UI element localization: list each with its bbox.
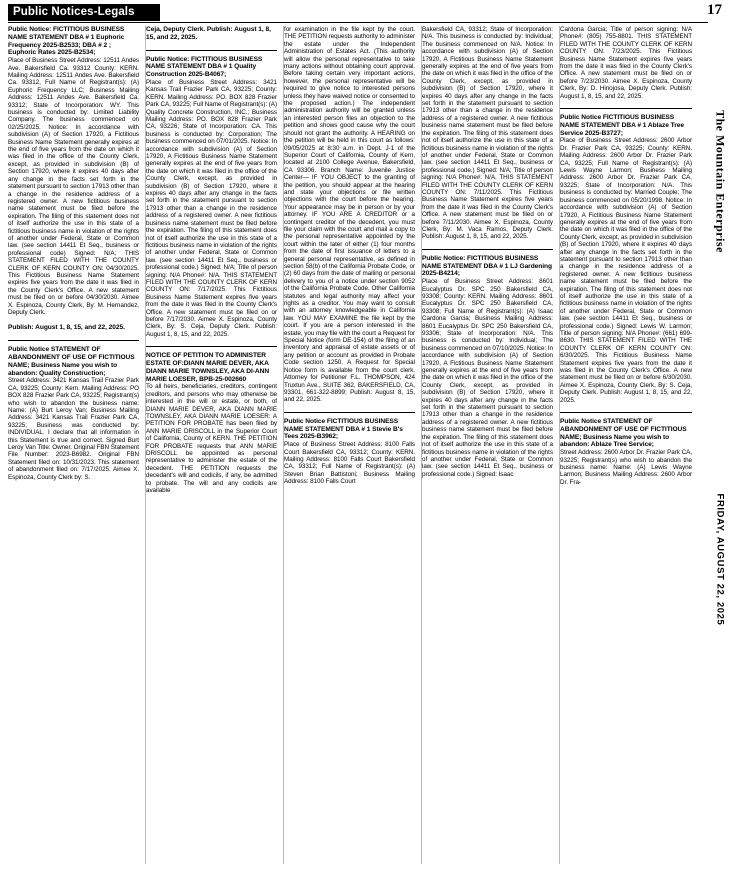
notice-columns <box>8 26 700 864</box>
notice-headline: Public Notice FICTITIOUS BUSINESS NAME STATEMENT DBA # 1 Stevie B's Tees 2025-B3962; <box>284 417 403 441</box>
notice-body: Bakersfield CA, 93312; State of Incorporation: N/A. This business is conducted by: Individual; The business commenced on N/A. Notice: In accordance with subdivision (A) of Section 17920, A Fictitious Business Name Statement generally expires at the end of five years from the date on which it was filed in the office of the County Clerk, except, as provided in subdivision (B) of Section 17920, where it expires 40 days after any change in the facts set forth in the statement pursuant to section 17913 other than a change in the residence address of a registered owner. A new fictitious business name statement must be filed before the expiration. The filing of this statement does not of itself authorize the use in this state of a fictitious business name in violation of the rights of another under Federal, State or Common law. (see section 14411 Et Seq., business or professional code.) Signed: N/A; Title of person signing: N/A Phone#: N/A. THIS STATEMENT FILED WITH THE COUNTY CLERK OF KERN COUNTY ON: 7/11/2025. This Fictitious Business Name Statement expires five years from the date it was filed in the County Clerk's Office. A new statement must be filed on or before 7/11/2030. Aimee X. Espinoza, County Clerk, By: M. Vaca Ramos, Deputy Clerk. Publish: August 1, 8, 15, and 22, 2025. <box>422 26 553 241</box>
notice-ad <box>8 346 139 481</box>
column-5 <box>560 26 698 864</box>
notice-body: To all heirs, beneficiaries, creditors, contingent creditors, and persons who may otherwise be interested in the will or estate, or both, of DIANN MARIE DEVER, AKA DIANN MARIE TOWNSLEY, AKA DIANN MARIE LOESER: A PETITION FOR PROBATE has been filed by ANN MARIE DRISCOLL in the Superior Court of California, County of KERN. THE PETITION FOR PROBATE requests that ANN MARIE DRISCOLL be appointed as personal representative to administer the estate of the decedent. THE PETITION requests the decedant's will and codicils, if any, be admitted to probate. The will and any codicils are available <box>146 383 277 495</box>
notice-ad <box>284 26 415 404</box>
header-divider <box>8 22 708 23</box>
notice-ad <box>422 26 553 241</box>
column-3 <box>284 26 422 864</box>
publication-date: FRIDAY, AUGUST 22, 2025 <box>714 493 726 626</box>
notice-headline: Publish: August 1, 8, 15, and 22, 2025. <box>8 324 125 332</box>
notice-body: Street Address: 2600 Arbor Dr. Frazier Park CA, 93225; Registrant(s) who wish to abandon the business name: Name: (A) Lewis Wayne Larmon; Business Mailing Address: 2600 Arbor Dr. Fra- <box>560 449 692 486</box>
column-1 <box>8 26 146 864</box>
notice-headline: Public Notice: FICTITIOUS BUSINESS NAME STATEMENT DBA # 1 Euphoric Frequency 2025-B2533; DBA # 2 ; Euphoric Rates 2025-B2534; <box>8 26 125 57</box>
notice-headline: Public Notice STATEMENT OF ABANDONMENT OF USE OF FICTITIOUS NAME; Business Name you wish to abandon: Ablaze Tree Service; <box>560 418 687 449</box>
ad-divider <box>8 340 139 341</box>
notice-ad <box>146 26 277 42</box>
notice-headline: Ceja, Deputy Clerk. Publish: August 1, 8, 15, and 22, 2025. <box>146 26 271 41</box>
ad-divider <box>560 412 692 413</box>
section-masthead: Public Notices-Legals <box>8 4 160 21</box>
notice-headline: Public Notice: FICTITIOUS BUSINESS NAME STATEMENT DBA # 1 LJ Gardening 2025-B4214; <box>422 254 553 278</box>
ad-divider <box>284 412 415 413</box>
column-4 <box>422 26 560 864</box>
notice-ad <box>560 418 692 486</box>
column-2 <box>146 26 284 864</box>
notice-body: Street Address: 3421 Kansas Trail Frazier Park CA, 93225; County: Kern. Mailing Address: PO BOX 828 Frazier Park CA, 93225; Registrant(s) who wish to abandon the business name: Name: (A) Burt Leroy Van; Business Mailing Address: 3421 Kansas Trail Frazier Park CA, 93225; Business was conducted by: INDIVIDUAL. I declare that all information in this Statement is true and correct. Signed Burt Leroy Van Title: Owner. Original FBN Statement File Number: 2023-B6982. Original FBN Statement filed on: 10/31/2023. This statement of abandonment filed on: 7/17/2025. Aimee X. Espinoza, County Clerk by: S. <box>8 377 139 481</box>
notice-body: Place of Business Street Address: 2600 Arbor Dr. Frazier Park CA, 93225; County: KERN. Mailing Address: 2600 Arbor Dr. Frazier Park CA, 93225; Full Name of Registrant(s): (A) Lewis Wayne Larmon; Business Mailing Address: 2600 Arbor Dr. Frazier Park CA, 93225; State of Incorporation: N/A. This business is conducted by: Married Couple; The business commenced on 05/20/1998. Notice: In accordance with subdivision (A) of Section 17920, A Fictitious Business Name Statement generally expires at the end of five years from the date on which it was filed in the office of the County Clerk, except, as provided in subdivision (B) of Section 17920, where it expires 40 days after any change in the facts set forth in the statement pursuant to section 17913 other than a change in the residence address of a registered owner. A new fictitious business name statement must be filed before the expiration. The filing of this statement does not of itself authorize the use in this state of a fictitious business name in violation of the rights of another under Federal, State or Common law. (see section 14411 Et Seq., business or professional code.) Signed: Lewis W. Larmon; Title of person signing: N/A Phone#: (661) 699-8630. THIS STATEMENT FILED WITH THE COUNTY CLERK OF KERN COUNTY ON: 6/30/2025. This Fictitious Business Name Statement expires five years from the date it was filed in the County Clerk's Office. A new statement must be filed on or before 6/30/2030. Aimee X. Espinoza, County Clerk, By: S. Ceja, Deputy Clerk. Publish: August 1, 8, 15, and 22, 2025. <box>560 137 692 404</box>
notice-body: Place of Business Street Address: 8100 Falls Court Bakersfield CA, 93312; County: KERN. Mailing Address: 8100 Falls Court Bakersfield CA, 93312; Full Name of Registrant(s): (A) Steven Brian Battistoni; Business Mailing Address: 8100 Falls Court <box>284 441 415 486</box>
page-number: 17 <box>707 2 722 18</box>
notice-headline: NOTICE OF PETITION TO ADMINISTER ESTATE OF:DIANN MARIE DEVER, AKA DIANN MARIE TOWNSLEY, AKA DI-ANN MARIE LOESER, BPB-25-002660 <box>146 352 270 383</box>
notice-ad <box>284 418 415 486</box>
notice-ad <box>8 324 139 332</box>
ad-divider <box>146 346 277 347</box>
notice-headline: Public Notice FICTITIOUS BUSINESS NAME STATEMENT DBA # 1 Ablaze Tree Service 2025-B3727; <box>560 114 684 137</box>
ad-divider <box>560 108 692 109</box>
ad-divider <box>422 249 553 250</box>
notice-body: for examination in the file kept by the court. THE PETITION requests authority to administer the estate under the Independent Administration of Estates Act. (This authority will allow the personal representative to take many actions without obtaining court approval. Before taking certain very important actions, however, the personal representative will be required to give notice to interested persons unless they have waived notice or consented to the proposed action.) The independent administration authority will be granted unless an interested person files an objection to the petition and shows good cause why the court should not grant the authority. A HEARING on the petition will be held in this court as follows: 09/05/2025 at 8:30 a.m. in Dept. J-1 of the Superior Court of California, County of Kern, located at 2100 College Avenue, Bakersfield, CA 93306. Branch Name: Juvenile Justice Center— IF YOU OBJECT to the granting of the petition, you should appear at the hearing and state your objections or file written objections with the court before the hearing. Your appearance may be in person or by your attorney. IF YOU ARE A CREDITOR or a contingent creditor of the decedent, you must file your claim with the court and mail a copy to the personal representative appointed by the court within the later of either (1) four months from the date of first issuance of letters to a general personal representative, as defined in section 58(b) of the California Probate Code, or (2) 60 days from the date of mailing or personal delivery to you of a notice under section 9052 of the California Probate Code. Other California statutes and legal authority may affect your rights as a creditor. You may want to consult with an attorney knowledgeable in California law. YOU MAY EXAMINE the file kept by the court. If you are a person interested in the estate, you may file with the court a Request for Special Notice (form DE-154) of the filing of an inventory and appraisal of estate assets or of any petition or account as provided in Probate Code section 1250. A Request for Special Notice form is available from the court clerk. Attorney for Petitioner F.L. THOMPSON, 424 Truxtun Ave., SUITE 362, BAKERSFIELD, CA, 93301, 661-322-8899; Publish: August 8, 15, and 22, 2025. <box>284 26 415 404</box>
notice-ad <box>560 26 692 100</box>
notice-body: Cardona Garcia; Title of person signing: N/A Phone#: (805) 755-8801. THIS STATEMENT FILED WITH THE COUNTY CLERK OF KERN COUNTY ON: 7/23/2025. This Fictitious Business Name Statement expires five years from the date it was filed in the County Clerk's Office. A new statement must be filed on or before 7/23/2030. Aimee X. Espinoza, County Clerk, By: D. Hinojosa, Deputy Clerk. Publish: August 1, 8, 15, and 22, 2025. <box>560 26 692 100</box>
notice-ad <box>8 26 139 316</box>
notice-body: Place of Business Street Address: 12511 Andes Ave. Bakersfield Ca. 93312 County: KERN. Mailing Address: 12511 Andes Ave. Bakersfield Ca. 93312, Full Name of Registrant(s): (A) Euphoric Frequency LLC; Business Mailing Address: 12511 Andes Ave. Bakersfield Ca. 93312; State of Incorporation: WY. This business is conducted by: Limited Liability Company. The business commenced on 02/25/2025. Notice: In accordance with subdivision (A) of Section 17920, a Fictitious Business Name Statement generally expires at the end of five years from the date on which it was filed in the office of the County Clerk, except, as provided in subdivision (B) of Section 17920, where it expires 40 days after any change in the facts set forth in the statement pursuant to section 17913 other than a change in the residence address of a registered owner. A new fictitious business name statement must be filed before the expiration. The filing of this statement does not of itself authorize the use in this state of a fictitious business name in violation of the rights of another under Federal, State or Common law. (see section 14411 Et Seq., business or professional code) Signed: N/A; THIS STATEMENT FILED WITH THE COUNTY CLERK OF KERN COUNTY ON: 04/30/2025. This Fictitious Business Name Statement expires five years from the date it was filed in the County Clerk's Office. A new statement must be filed on or before 04/30/2030. Aimee X. Espinoza, County Clerk, By: M. Hernandez, Deputy Clerk. <box>8 57 139 316</box>
notice-ad <box>146 352 277 494</box>
publication-brand: The Mountain Enterprise <box>713 110 728 253</box>
ad-divider <box>146 50 277 51</box>
notice-body: Place of Business Street Address: 8601 Eucalyptus Dr. SPC 250 Bakersfield CA, 93308; County: KERN. Mailing Address: 8601 Eucalyptus Dr. SPC 250 Bakersfield CA, 93308; Full Name of Registrant(s): (A) Isaac Cardona Garcia; Business Mailing Address: 8601 Eucalyptus Dr. SPC 250 Bakersfield CA, 93306; State of Incorporation: N/A. This business is conducted by: Individual; The business commenced on 07/10/2025. Notice: In accordance with subdivision (A) of Section 17920, A Fictitious Business Name Statement generally expires at the end of five years from the date on which it was filed in the office of the County Clerk, except, as provided in subdivision (B) of Section 17920, where it expires 40 days after any change in the facts set forth in the statement pursuant to section 17913 other than a change in the residence address of a registered owner. A new fictitious business name statement must be filed before the expiration. The filing of this statement does not of itself authorize the use in this state of a fictitious business name in violation of the rights of another under Federal, State or Common law. (see section 14411 Et Seq., business or professional code.) Signed: Isaac <box>422 278 553 478</box>
notice-ad <box>560 114 692 404</box>
notice-body: Place of Business Street Address: 3421 Kansas Trail Frazier Park CA, 93225; County: KERN. Mailing Address: PO. BOX 828 Frazier Park CA, 93225; Full Name of Registrant(s): (A) Quality Concrete Construction, INC.; Business Mailing Address: PO. BOX 828 Frazier Park CA, 93226; State of Incorporation: CA. This business is conducted by: Corporation; The business commenced on 07/01/2025. Notice: In accordance with subdivision (A) of Section 17920, A Fictitious Business Name Statement generally expires at the end of five years from the date on which it was filed in the office of the County Clerk, except, as provided in subdivision (B) of Section 17920, where it expires 40 days after any change in the facts set forth in the statement pursuant to section 17913 other than a change in the residence address of a registered owner. A new fictitious business name statement must be filed before the expiration. The filing of this statement does not of itself authorize the use in this state of a fictitious business name in violation of the rights of another under Federal, State or Common law. (see section 14411 Et Seq., business or professional code.) Signed: N/A; Title of person signing: N/A Phone#: N/A. THIS STATEMENT FILED WITH THE COUNTY CLERK OF KERN COUNTY ON: 7/17/2025. This Fictitious Business Name Statement expires five years from the date it was filed in the County Clerk's Office. A new statement must be filed on or before 7/17/2030. Aimee X. Espinoza, County Clerk, By: S. Ceja, Deputy Clerk. Publish: August 1, 8, 15, and 22, 2025. <box>146 78 277 338</box>
notice-ad <box>422 255 553 478</box>
right-rail <box>708 24 732 864</box>
notice-ad <box>146 56 277 339</box>
notice-headline: Public Notice: FICTITIOUS BUSINESS NAME STATEMENT DBA # 1 Quality Construction 2025-B4067; <box>146 55 263 79</box>
notice-headline: Public Notice STATEMENT OF ABANDONMENT OF USE OF FICTITIOUS NAME; Business Name you wish to abandon: Quality Construction; <box>8 346 135 377</box>
